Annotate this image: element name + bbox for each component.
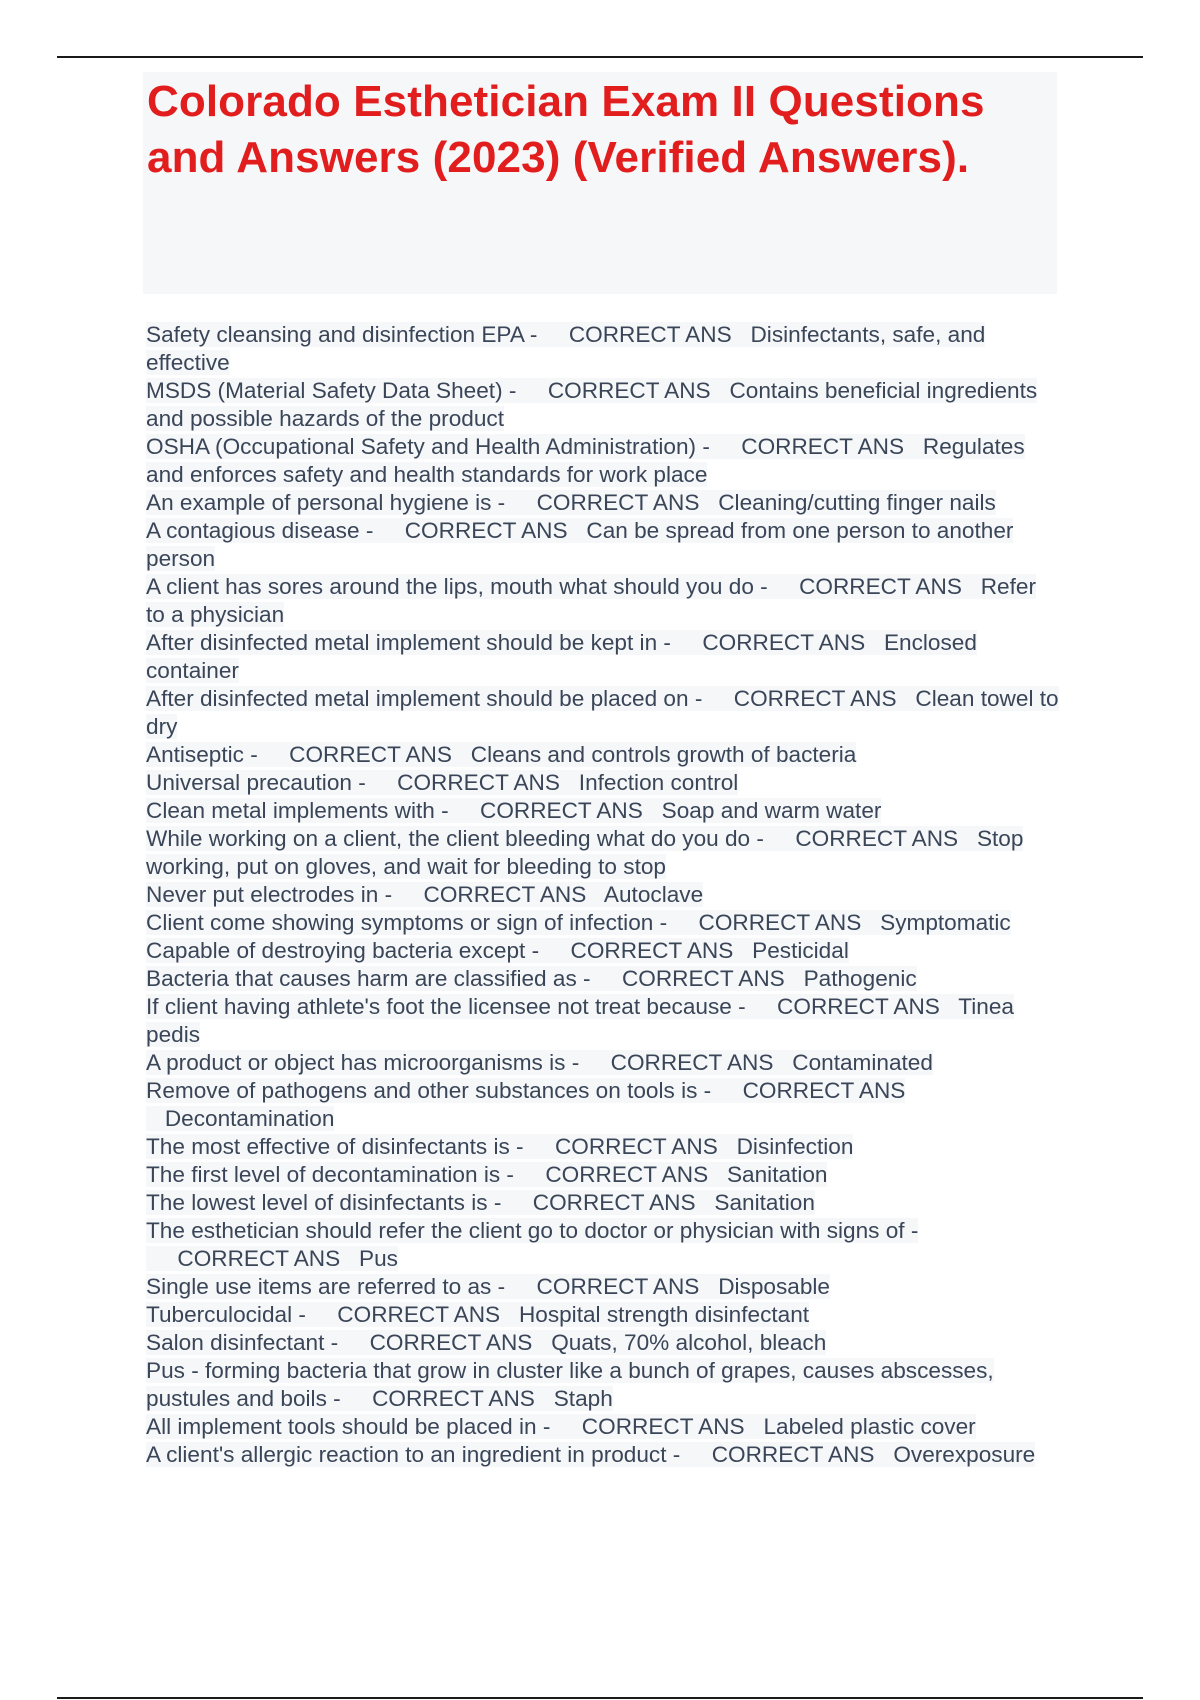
answer-text: Symptomatic [880,910,1011,935]
spacer [340,1246,359,1271]
spacer [146,1106,165,1131]
correct-ans-marker: CORRECT ANS [480,798,643,823]
correct-ans-marker: CORRECT ANS [733,686,897,711]
correct-ans-marker: CORRECT ANS [610,1050,774,1075]
qa-item-text [146,1050,933,1075]
answer-text: Cleans and controls growth of bacteria [470,742,857,767]
spacer [732,322,751,347]
qa-item-text [146,770,738,795]
qa-item-text [146,1162,827,1187]
qa-item [146,909,1060,937]
question-text: A product or object has microorganisms is - [146,1050,580,1075]
spacer [696,1190,715,1215]
spacer [539,938,570,963]
spacer [341,1386,372,1411]
answer-text: Regulates and enforces safety and health standards for work place [146,434,1025,487]
qa-item-text [146,798,881,823]
question-text: Tuberculocidal - [146,1302,306,1327]
qa-item-text [146,1442,1035,1467]
qa-list [146,321,1060,1469]
spacer [643,798,662,823]
qa-item-text [146,742,856,767]
answer-text: Contaminated [792,1050,933,1075]
correct-ans-marker: CORRECT ANS [177,1246,341,1271]
question-text: Antiseptic - [146,742,258,767]
qa-item-text [146,994,1014,1047]
answer-text: Can be spread from one person to another person [146,518,1014,571]
spacer [708,1162,727,1187]
question-text: Pus - forming bacteria that grow in cluster like a bunch of grapes, causes abscesses, pustules and boils - [146,1358,994,1411]
spacer [449,798,480,823]
qa-item [146,1189,1060,1217]
correct-ans-marker: CORRECT ANS [795,826,959,851]
spacer [733,938,752,963]
question-text: Clean metal implements with - [146,798,449,823]
answer-text: Hospital strength disinfectant [518,1302,810,1327]
qa-item-text [146,1414,976,1439]
qa-item [146,517,1060,573]
qa-item-text [146,378,1037,431]
spacer [516,378,547,403]
answer-text: Tinea pedis [146,994,1014,1047]
spacer [537,322,568,347]
spacer [865,630,884,655]
spacer [671,630,702,655]
correct-ans-marker: CORRECT ANS [337,1302,501,1327]
qa-item [146,377,1060,433]
qa-item-text [146,490,996,515]
spacer [505,490,536,515]
question-text: A contagious disease - [146,518,374,543]
spacer [680,1442,711,1467]
answer-text: Sanitation [714,1190,815,1215]
qa-item [146,937,1060,965]
qa-item [146,881,1060,909]
correct-ans-marker: CORRECT ANS [799,574,962,599]
spacer [710,434,741,459]
spacer [568,518,587,543]
answer-text: Decontamination [164,1106,335,1131]
question-text: The first level of decontamination is - [146,1162,514,1187]
answer-text: Disinfectants, safe, and effective [146,322,986,375]
qa-item [146,1441,1060,1469]
qa-item-text [146,434,1025,487]
correct-ans-marker: CORRECT ANS [397,770,560,795]
qa-item [146,1301,1060,1329]
answer-text: Quats, 70% alcohol, bleach [551,1330,827,1355]
correct-ans-marker: CORRECT ANS [711,1442,875,1467]
correct-ans-marker: CORRECT ANS [404,518,568,543]
question-text: MSDS (Material Safety Data Sheet) - [146,378,517,403]
qa-item-text [146,630,977,683]
correct-ans-marker: CORRECT ANS [532,1190,696,1215]
spacer [258,742,289,767]
correct-ans-marker: CORRECT ANS [570,938,734,963]
spacer [505,1274,536,1299]
spacer [501,1190,532,1215]
question-text: After disinfected metal implement should be kept in - [146,630,671,655]
spacer [718,1134,737,1159]
correct-ans-marker: CORRECT ANS [536,1274,700,1299]
spacer [861,910,880,935]
qa-item [146,797,1060,825]
qa-item-text [146,938,849,963]
qa-item [146,993,1060,1049]
question-text: An example of personal hygiene is - [146,490,506,515]
spacer [711,1078,742,1103]
answer-text: Overexposure [893,1442,1036,1467]
question-text: Safety cleansing and disinfection EPA - [146,322,538,347]
spacer [773,1050,792,1075]
qa-item [146,1329,1060,1357]
qa-item [146,321,1060,377]
question-text: OSHA (Occupational Safety and Health Administration) - [146,434,710,459]
spacer [392,882,423,907]
top-divider [57,56,1143,58]
document-title: Colorado Esthetician Exam II Questions and Answers (2023) (Verified Answers). [147,77,985,182]
correct-ans-marker: CORRECT ANS [702,630,866,655]
answer-text: Disinfection [736,1134,854,1159]
qa-item-text [146,1330,826,1355]
qa-item-text [146,1358,994,1411]
spacer [667,910,698,935]
spacer [897,686,916,711]
spacer [532,1330,551,1355]
correct-ans-marker: CORRECT ANS [621,966,785,991]
spacer [452,742,471,767]
correct-ans-marker: CORRECT ANS [372,1386,535,1411]
answer-text: Soap and warm water [661,798,882,823]
qa-item [146,685,1060,741]
spacer [373,518,404,543]
qa-item [146,1357,1060,1413]
qa-item [146,1273,1060,1301]
question-text: While working on a client, the client bleeding what do you do - [146,826,764,851]
qa-item [146,629,1060,685]
spacer [560,770,579,795]
question-text: If client having athlete's foot the licensee not treat because - [146,994,746,1019]
spacer [764,826,795,851]
qa-item [146,769,1060,797]
qa-item-text [146,322,985,375]
answer-text: Clean towel to dry [146,686,1059,739]
answer-text: Enclosed container [146,630,977,683]
qa-item [146,573,1060,629]
correct-ans-marker: CORRECT ANS [554,1134,718,1159]
question-text: Bacteria that causes harm are classified as - [146,966,591,991]
qa-item [146,741,1060,769]
qa-item-text [146,826,1023,879]
question-text: A client's allergic reaction to an ingredient in product - [146,1442,681,1467]
qa-item-text [146,1134,853,1159]
qa-item-text [146,518,1013,571]
qa-item-text [146,882,703,907]
spacer [500,1302,519,1327]
correct-ans-marker: CORRECT ANS [568,322,732,347]
title-block [143,72,1057,294]
question-text: Never put electrodes in - [146,882,393,907]
correct-ans-marker: CORRECT ANS [777,994,940,1019]
spacer [514,1162,545,1187]
qa-item-text [146,1274,830,1299]
question-text: Single use items are referred to as - [146,1274,506,1299]
qa-item-text [146,910,1011,935]
answer-text: Infection control [578,770,739,795]
answer-text: Disposable [718,1274,830,1299]
spacer [306,1302,337,1327]
correct-ans-marker: CORRECT ANS [742,1078,906,1103]
spacer [746,994,777,1019]
answer-text: Contains beneficial ingredients and possible hazards of the product [146,378,1038,431]
spacer [535,1386,554,1411]
correct-ans-marker: CORRECT ANS [369,1330,533,1355]
spacer [524,1134,555,1159]
spacer [586,882,604,907]
qa-item [146,1217,1060,1273]
answer-text: Pus [359,1246,398,1271]
correct-ans-marker: CORRECT ANS [547,378,711,403]
qa-item-text [146,686,1059,739]
question-text: The most effective of disinfectants is - [146,1134,524,1159]
qa-item-text [146,1218,918,1271]
qa-item-text [146,1302,809,1327]
answer-text: Labeled plastic cover [763,1414,976,1439]
spacer [699,490,718,515]
spacer [785,966,804,991]
spacer [338,1330,369,1355]
question-text: Client come showing symptoms or sign of infection - [146,910,668,935]
spacer [579,1050,610,1075]
answer-text: Refer to a physician [146,574,1036,627]
qa-item [146,433,1060,489]
answer-text: Staph [553,1386,613,1411]
question-text: Universal precaution - [146,770,366,795]
qa-item [146,1049,1060,1077]
qa-item-text [146,1190,815,1215]
question-text: The esthetician should refer the client go to doctor or physician with signs of - [146,1218,919,1243]
correct-ans-marker: CORRECT ANS [581,1414,745,1439]
answer-text: Pathogenic [803,966,917,991]
spacer [962,574,981,599]
correct-ans-marker: CORRECT ANS [545,1162,709,1187]
spacer [875,1442,894,1467]
correct-ans-marker: CORRECT ANS [698,910,862,935]
spacer [591,966,622,991]
question-text: All implement tools should be placed in - [146,1414,551,1439]
qa-item [146,1161,1060,1189]
qa-item [146,1413,1060,1441]
correct-ans-marker: CORRECT ANS [289,742,452,767]
bottom-divider [57,1697,1143,1699]
question-text: Capable of destroying bacteria except - [146,938,540,963]
answer-text: Autoclave [603,882,704,907]
qa-item [146,965,1060,993]
qa-item [146,1133,1060,1161]
answer-text: Sanitation [726,1162,828,1187]
correct-ans-marker: CORRECT ANS [536,490,700,515]
spacer [904,434,923,459]
question-text: After disinfected metal implement should be placed on - [146,686,703,711]
spacer [711,378,730,403]
question-text: The lowest level of disinfectants is - [146,1190,502,1215]
answer-text: Cleaning/cutting finger nails [718,490,996,515]
qa-item-text [146,1078,905,1131]
spacer [940,994,958,1019]
spacer [146,1246,177,1271]
question-text: Remove of pathogens and other substances on tools is - [146,1078,712,1103]
answer-text: Stop working, put on gloves, and wait for bleeding to stop [146,826,1024,879]
qa-item [146,825,1060,881]
spacer [768,574,799,599]
question-text: A client has sores around the lips, mouth what should you do - [146,574,768,599]
qa-item [146,1077,1060,1133]
answer-text: Pesticidal [752,938,849,963]
spacer [699,1274,718,1299]
question-text: Salon disinfectant - [146,1330,339,1355]
spacer [958,826,977,851]
spacer [550,1414,581,1439]
correct-ans-marker: CORRECT ANS [423,882,587,907]
spacer [745,1414,764,1439]
qa-item [146,489,1060,517]
qa-item-text [146,574,1036,627]
spacer [702,686,733,711]
qa-item-text [146,966,917,991]
correct-ans-marker: CORRECT ANS [741,434,905,459]
spacer [366,770,397,795]
